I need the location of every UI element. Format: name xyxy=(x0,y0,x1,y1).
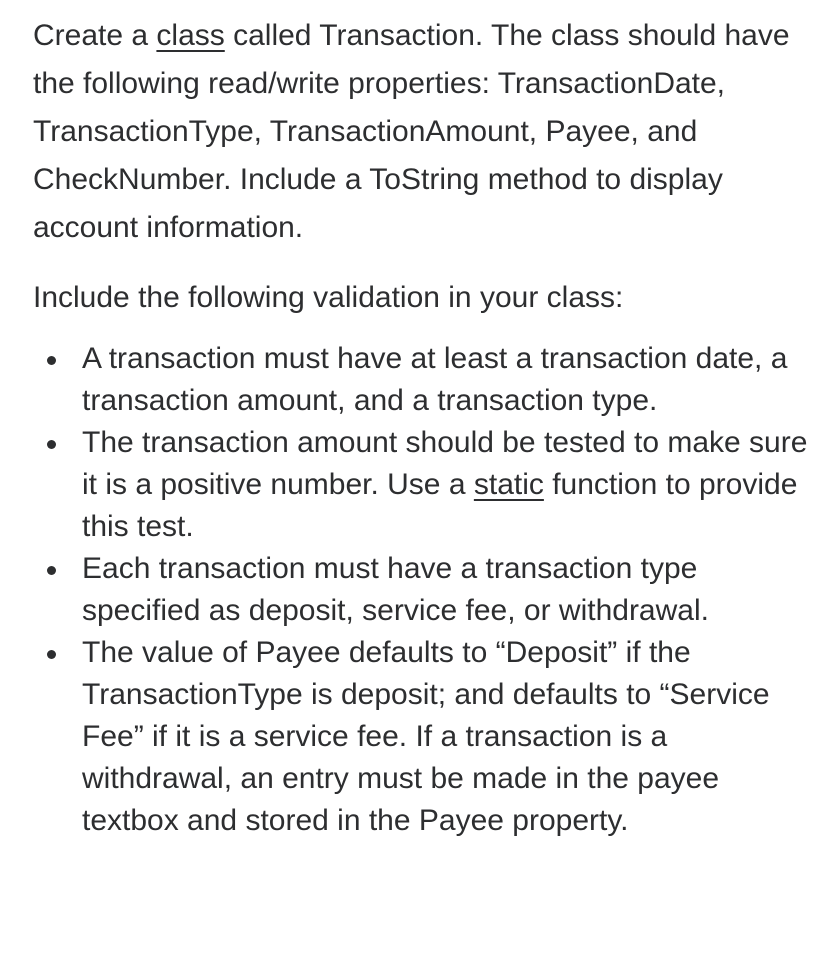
intro-text-start: Create a xyxy=(33,19,157,52)
class-link[interactable]: class xyxy=(156,19,225,52)
rule-payee-default: The value of Payee defaults to “Deposit” if the TransactionType is deposit; and defaults to “Service Fee” if it is a service fee. If a transaction is a withdrawal, an entry must be made in the payee textbox and stored in the Payee property. xyxy=(82,636,770,837)
intro-text-end: called Transaction. The class should have the following read/write properties: TransactionDate, TransactionType, TransactionAmount, Payee, and CheckNumber. Include a ToString method to display account information. xyxy=(33,19,790,244)
validation-heading: Include the following validation in your class: xyxy=(33,281,624,314)
static-link[interactable]: static xyxy=(473,468,544,501)
list-item xyxy=(82,632,810,842)
list-item xyxy=(82,422,810,548)
rule-positive-amount-end: function to provide this test. xyxy=(82,468,798,543)
validation-list xyxy=(33,338,810,842)
list-item xyxy=(82,548,810,632)
rule-positive-amount-start: The transaction amount should be tested to make sure it is a positive number. Use a xyxy=(82,426,808,501)
intro-paragraph xyxy=(33,12,810,252)
rule-transaction-type: Each transaction must have a transaction type specified as deposit, service fee, or withdrawal. xyxy=(82,552,709,627)
list-item xyxy=(82,338,810,422)
rule-required-fields: A transaction must have at least a transaction date, a transaction amount, and a transaction type. xyxy=(82,342,788,417)
